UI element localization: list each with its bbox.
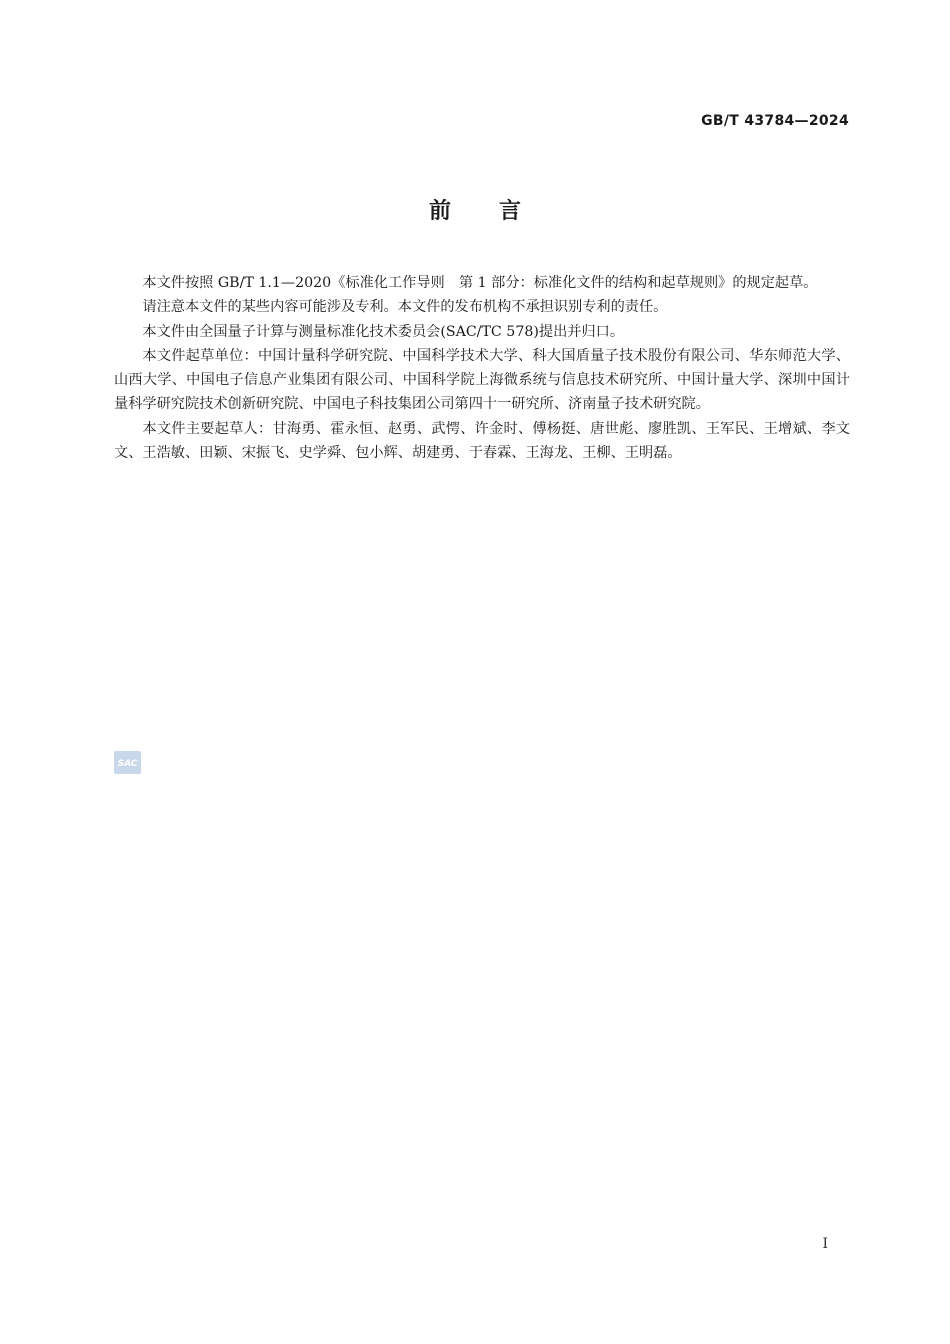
- paragraph-patent-notice: 请注意本文件的某些内容可能涉及专利。本文件的发布机构不承担识别专利的责任。: [142, 299, 668, 316]
- paragraph-proposer: 本文件由全国量子计算与测量标准化技术委员会(SAC/TC 578)提出并归口。: [142, 323, 625, 340]
- paragraph-drafting-units: 本文件起草单位：中国计量科学研究院、中国科学技术大学、科大国盾量子技术股份有限公司、华东师范大学、山西大学、中国电子信息产业集团有限公司、中国科学院上海微系统与信息技术研究所、中国计量大学、深圳中国计量科学研究院技术创新研究院、中国电子科技集团公司第四十一研究所、济南量子技术研究院。: [114, 347, 850, 413]
- paragraph-drafters: 本文件主要起草人：甘海勇、霍永恒、赵勇、武愕、许金时、傅杨挺、唐世彪、廖胜凯、王军民、王增斌、李文文、王浩敏、田颖、宋振飞、史学舜、包小辉、胡建勇、于春霖、王海龙、王柳、王明磊。: [114, 420, 850, 462]
- standard-number: GB/T 43784—2024: [701, 113, 849, 129]
- page-number: I: [822, 1236, 828, 1252]
- sac-logo-icon: [114, 751, 141, 774]
- page-title: 前言: [428, 199, 569, 224]
- paragraph-drafting-rules: 本文件按照 GB/T 1.1—2020《标准化工作导则 第 1 部分：标准化文件的结构和起草规则》的规定起草。: [142, 275, 818, 291]
- sac-logo-text: SAC: [117, 759, 138, 769]
- foreword-body: [114, 271, 850, 465]
